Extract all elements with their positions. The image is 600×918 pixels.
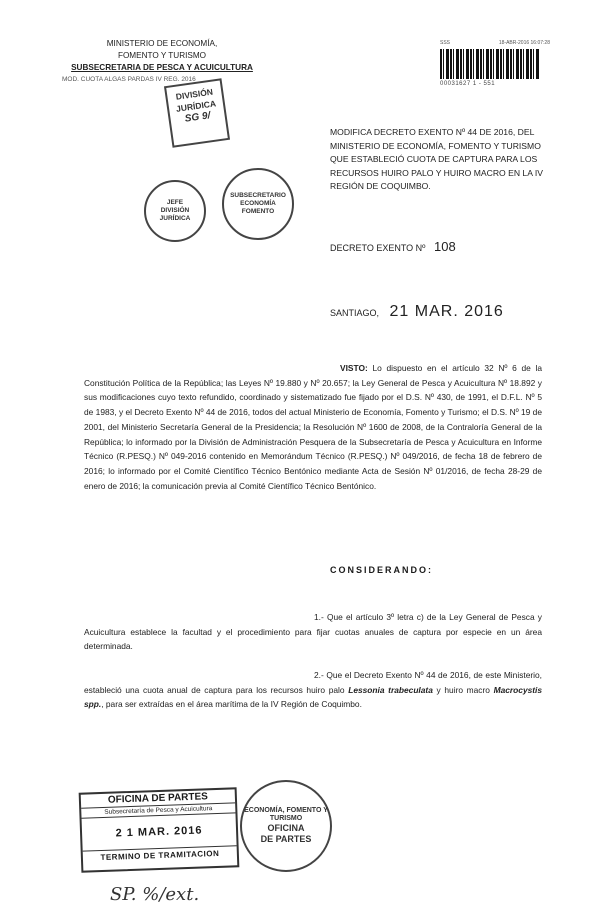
- species-macrocystis: Macrocystis spp.: [84, 684, 543, 710]
- visto-label: VISTO:: [340, 363, 368, 373]
- ministry-line-1: MINISTERIO DE ECONOMÍA,: [106, 39, 218, 48]
- oficina-title: OFICINA DE PARTES: [81, 789, 235, 808]
- barcode-icon: [440, 49, 540, 79]
- visto-text: Lo dispuesto en el artículo 32 Nº 6 de la Constitución Política de la República; las Leyes Nº 19.880 y Nº 20.657; la Ley General de Pesca y Acuicultura Nº 18.892 y sus modificaciones cuyo texto refundido, coordinado y sistematizado fue fijado por el D.S. Nº 430, de 1991, el D.F.L. Nº 5 de 1983, y el Decreto Exento Nº 44 de 2016, todos del actual Ministerio de Economía, Fomento y Turismo; el D.S. Nº 19 de 2001, del Ministerio Secretaría General de la Presidencia; la Resolución Nº 1600 de 2008, de la Contraloría General de la República; lo informado por la División de Administración Pesquera de la Subsecretaría de Pesca y Acuicultura en Informe Técnico (R.PESQ.) Nº 049-2016 contenido en Memorándum Técnico (R.PESQ.) Nº 049/2016, de fecha 18 de febrero de 2016; lo informado por el Comité Científico Técnico Bentónico mediante Acta de Sesión Nº 01/2016, de fecha 28-29 de enero de 2016; la comunicación previa al Comité Científico Técnico Bentónico.: [84, 363, 542, 491]
- decree-title: MODIFICA DECRETO EXENTO Nº 44 DE 2016, DEL MINISTERIO DE ECONOMÍA, FOMENTO Y TURISMO QUE ESTABLECIÓ CUOTA DE CAPTURA PARA LOS RECURSOS HUIRO PALO Y HUIRO MACRO EN LA IV REGIÓN DE COQUIMBO.: [330, 127, 543, 191]
- decree-number: 108: [434, 239, 456, 254]
- seal-jefe-line-2: DIVISIÓN: [160, 207, 190, 214]
- barcode-label-right: 18-ABR-2016 16:07:28: [498, 40, 550, 46]
- item2-part-b: y huiro macro: [436, 684, 490, 695]
- considerando-item-1: 1.- Que el artículo 3º letra c) de la Ley General de Pesca y Acuicultura establece la facultad y el procedimiento para fijar cuotas anuales de captura por especie en un área determinada.: [84, 612, 542, 652]
- seal-subsec-line-1: SUBSECRETARIO: [230, 192, 286, 199]
- seal-jefe-line-1: JEFE: [166, 199, 184, 206]
- stamp-line-2: JURÍDICA: [175, 98, 217, 114]
- decree-number-line: [330, 239, 456, 254]
- decree-label: DECRETO EXENTO Nº: [330, 243, 426, 253]
- seal-partes-line-1: OFICINA: [267, 823, 305, 833]
- oficina-footer: TERMINO DE TRAMITACION: [100, 848, 220, 863]
- handwritten-note: SP. %/ext.: [110, 884, 200, 905]
- seal-subsec-line-2: ECONOMÍA FOMENTO: [240, 200, 276, 215]
- oficina-partes-seal: [240, 780, 332, 872]
- stamp-line-1: DIVISIÓN: [175, 86, 214, 102]
- document-reference: MOD. CUOTA ALGAS PARDAS IV REG. 2016: [62, 76, 196, 83]
- visto-paragraph: [84, 361, 542, 493]
- seal-jefe-line-3: JURÍDICA: [159, 215, 191, 222]
- considerando-heading: CONSIDERANDO:: [330, 565, 434, 575]
- subsecretaria-name: SUBSECRETARIA DE PESCA Y ACUICULTURA: [71, 63, 253, 72]
- place-date-line: [330, 303, 504, 321]
- stamp-handwritten: SG 9/: [184, 110, 212, 125]
- considerando-item-2: [84, 668, 542, 712]
- barcode-block: [440, 40, 550, 92]
- letterhead: [62, 38, 262, 86]
- oficina-partes-stamp: [79, 787, 240, 872]
- seal-partes-line-2: DE PARTES: [260, 834, 312, 844]
- item2-part-c: , para ser extraídas en el área marítima de la IV Región de Coquimbo.: [101, 699, 362, 710]
- barcode-number: 00031627 1 - 551: [440, 81, 496, 87]
- jefe-division-seal: [144, 180, 206, 242]
- barcode-label-left: SSS: [440, 40, 451, 46]
- oficina-date: 2 1 MAR. 2016: [82, 813, 237, 851]
- item2-part-a: 2.- Que el Decreto Exento Nº 44 de 2016, de este Ministerio, estableció una cuota anual de captura para los recursos huiro palo: [84, 670, 542, 695]
- ministry-line-2: FOMENTO Y TURISMO: [117, 51, 207, 60]
- seal-partes-ring: ECONOMÍA, FOMENTO Y TURISMO: [244, 807, 328, 822]
- decree-date: 21 MAR. 2016: [389, 303, 504, 320]
- species-lessonia: Lessonia trabeculata: [348, 684, 433, 695]
- subsecretario-seal: [222, 168, 294, 240]
- oficina-subtitle: Subsecretaría de Pesca y Acuicultura: [81, 803, 235, 818]
- place: SANTIAGO,: [330, 308, 380, 318]
- division-juridica-stamp: [164, 78, 230, 147]
